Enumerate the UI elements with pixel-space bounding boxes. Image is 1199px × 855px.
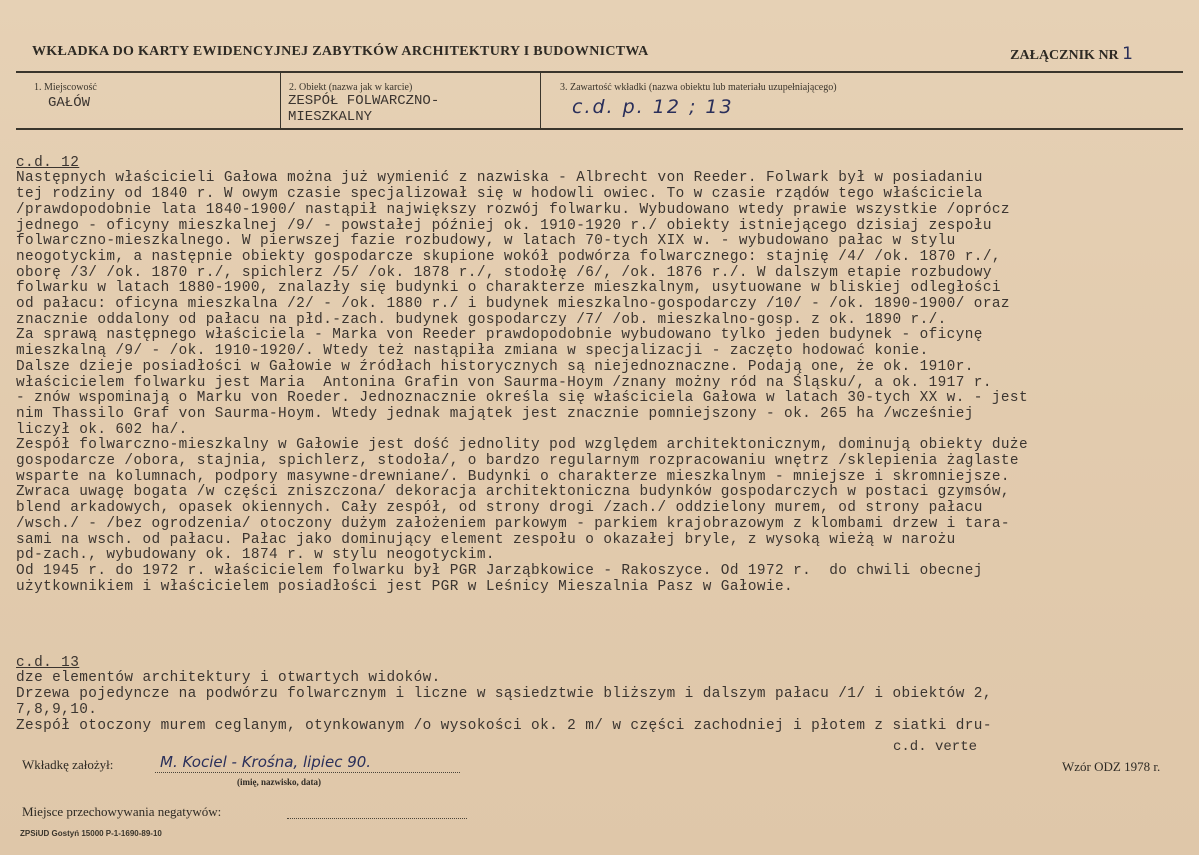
annex-number: 1 — [1122, 44, 1133, 64]
section-12-line: liczył ok. 602 ha/. — [16, 421, 188, 438]
card-title: WKŁADKA DO KARTY EWIDENCYJNEJ ZABYTKÓW ARCHITEKTURY I BUDOWNICTWA — [32, 44, 649, 59]
print-info: ZPSiUD Gostyń 15000 P-1-1690-89-10 — [20, 829, 162, 838]
fields-rule — [16, 128, 1183, 130]
section-12-line: pd-zach., wybudowany ok. 1874 r. w stylu neogotyckim. — [16, 547, 495, 564]
section-12-line: blend arkadowych, opasek okiennych. Cały zespół, od strony drogi /zach./ oddzielony murem, od strony pałacu — [16, 500, 983, 517]
founder-label: Wkładkę założył: — [22, 757, 114, 772]
section-12-line: /prawdopodobnie lata 1840-1900/ nastąpił największy rozwój folwarku. Wybudowano wtedy prawie wszystkie /oprócz — [16, 201, 1010, 218]
founder-dotted-line — [155, 772, 460, 773]
annex-label — [1010, 44, 1133, 64]
section-12-line: neogotyckim, a następnie obiekty gospodarcze skupione wokół podwórza folwarcznego: stajnię /4/ /ok. 1870 r./, — [16, 248, 1001, 265]
section-12-line: - znów wspominają o Marku von Roeder. Jednoznacznie określa się właściciela Gałowa w latach 30-tych XX w. - jest — [16, 390, 1029, 407]
content-label: 3. Zawartość wkładki (nazwa obiektu lub materiału uzupełniającego) — [560, 82, 837, 93]
section-12-line: sami na wsch. od pałacu. Pałac jako dominujący element zespołu o okazałej bryle, z wysoką wieżą w narożu — [16, 531, 956, 548]
section-12-line: Zwraca uwagę bogata /w części zniszczona/ dekoracja architektoniczna budynków gospodarczych w postaci gzymsów, — [16, 484, 1010, 501]
section-12-line: oborę /3/ /ok. 1870 r./, spichlerz /5/ /ok. 1878 r./, stodołę /6/, /ok. 1876 r./. W dalszym etapie rozbudowy — [16, 264, 992, 281]
header-rule — [16, 71, 1183, 73]
section-12-line: właścicielem folwarku jest Maria Antonina Grafin von Saurma-Hoym /znany możny ród na Śląsku/, a ok. 1917 r. — [16, 374, 992, 391]
section-12-line: tej rodziny od 1840 r. W owym czasie specjalizował się w hodowli owiec. To w czasie rządów tego właściciela — [16, 186, 983, 203]
negatives-label: Miejsce przechowywania negatywów: — [22, 804, 222, 819]
section-13-heading: c.d. 13 — [16, 654, 80, 671]
founder-signature: M. Kociel - Krośna, lipiec 90. — [160, 753, 372, 771]
content-value: c.d. p. 12 ; 13 — [572, 96, 734, 118]
section-12-line: gospodarcze /obora, stajnia, spichlerz, stodoła/, o bardzo regularnym rozpracowaniu wnętrz /sklepienia żaglaste — [16, 453, 1019, 470]
field-separator-1 — [280, 73, 281, 128]
object-label: 2. Obiekt (nazwa jak w karcie) — [289, 82, 413, 93]
section-12-line: folwarku w latach 1880-1900, znalazły się budynki o charakterze mieszkalnym, usytuowane w bliskiej odległości — [16, 280, 1001, 297]
annex-label-text: ZAŁĄCZNIK NR — [1010, 48, 1119, 63]
section-13-line: 7,8,9,10. — [16, 701, 98, 718]
negatives-dotted-line — [287, 818, 467, 819]
section-12-line: Następnych właścicieli Gałowa można już wymienić z nazwiska - Albrecht von Reeder. Folwark był w posiadaniu — [16, 170, 983, 187]
section-12 — [16, 140, 1186, 611]
field-separator-2 — [540, 73, 541, 128]
section-12-line: od pałacu: oficyna mieszkalna /2/ - /ok. 1880 r./ i budynek mieszkalno-gospodarczy /10/ - /ok. 1890-1900/ oraz — [16, 296, 1010, 313]
section-13-line: dze elementów architektury i otwartych widoków. — [16, 670, 441, 687]
section-12-line: znacznie oddalony od pałacu na płd.-zach. budynek gospodarczy /7/ /ob. mieszkalno-gosp. z ok. 1890 r./. — [16, 311, 947, 328]
section-12-line: mieszkalną /9/ - /ok. 1910-1920/. Wtedy też nastąpiła zmiana w specjalizacji - zaczęto hodować konie. — [16, 343, 929, 360]
locality-value: GAŁÓW — [48, 95, 91, 111]
section-12-heading: c.d. 12 — [16, 154, 80, 171]
object-value-line2: MIESZKALNY — [288, 109, 373, 125]
section-12-line: użytkownikiem i właścicielem posiadłości jest PGR w Leśnicy Mieszalnia Pasz w Gałowie. — [16, 578, 794, 595]
section-12-line: wsparte na kolumnach, podpory masywne-drewniane/. Budynki o charakterze mieszkalnym - mniejsze i skromniejsze. — [16, 468, 1010, 485]
section-12-line: Zespół folwarczno-mieszkalny w Gałowie jest dość jednolity pod względem architektonicznym, dominują obiekty duże — [16, 437, 1029, 454]
section-13-line: Drzewa pojedyncze na podwórzu folwarcznym i liczne w sąsiedztwie bliższym i dalszym pałacu /1/ i obiektów 2, — [16, 686, 992, 703]
section-13 — [16, 640, 1186, 750]
section-13-line: Zespół otoczony murem ceglanym, otynkowanym /o wysokości ok. 2 m/ w części zachodniej i płotem z siatki dru- — [16, 717, 992, 734]
section-12-line: folwarczno-mieszkalnego. W pierwszej fazie rozbudowy, w latach 70-tych XIX w. - wybudowano pałac w stylu — [16, 233, 956, 250]
founder-caption: (imię, nazwisko, data) — [237, 777, 321, 787]
section-12-line: Za sprawą następnego właściciela - Marka von Reeder prawdopodobnie wybudowano tylko jeden budynek - oficynę — [16, 327, 983, 344]
section-12-line: nim Thassilo Graf von Saurma-Hoym. Wtedy jednak majątek jest znacznie pomniejszony - ok. 265 ha /wcześniej — [16, 405, 974, 422]
section-12-line: jednego - oficyny mieszkalnej /9/ - powstałej później ok. 1910-1920 r./ obiekty istniejącego dzisiaj zespołu — [16, 217, 992, 234]
section-12-line: Dalsze dzieje posiadłości w Gałowie w źródłach historycznych są niejednoznaczne. Podają one, że ok. 1910r. — [16, 358, 974, 375]
section-12-line: /wsch./ - /bez ogrodzenia/ otoczony dużym założeniem parkowym - parkiem krajobrazowym z klombami drzew i tara- — [16, 515, 1010, 532]
section-12-line: Od 1945 r. do 1972 r. właścicielem folwarku był PGR Jarząbkowice - Rakoszyce. Od 1972 r. do chwili obecnej — [16, 562, 983, 579]
form-number: Wzór ODZ 1978 r. — [1062, 759, 1161, 774]
continued-verte: c.d. verte — [893, 739, 978, 755]
locality-label: 1. Miejscowość — [34, 82, 97, 93]
object-value-line1: ZESPÓŁ FOLWARCZNO- — [288, 93, 440, 109]
